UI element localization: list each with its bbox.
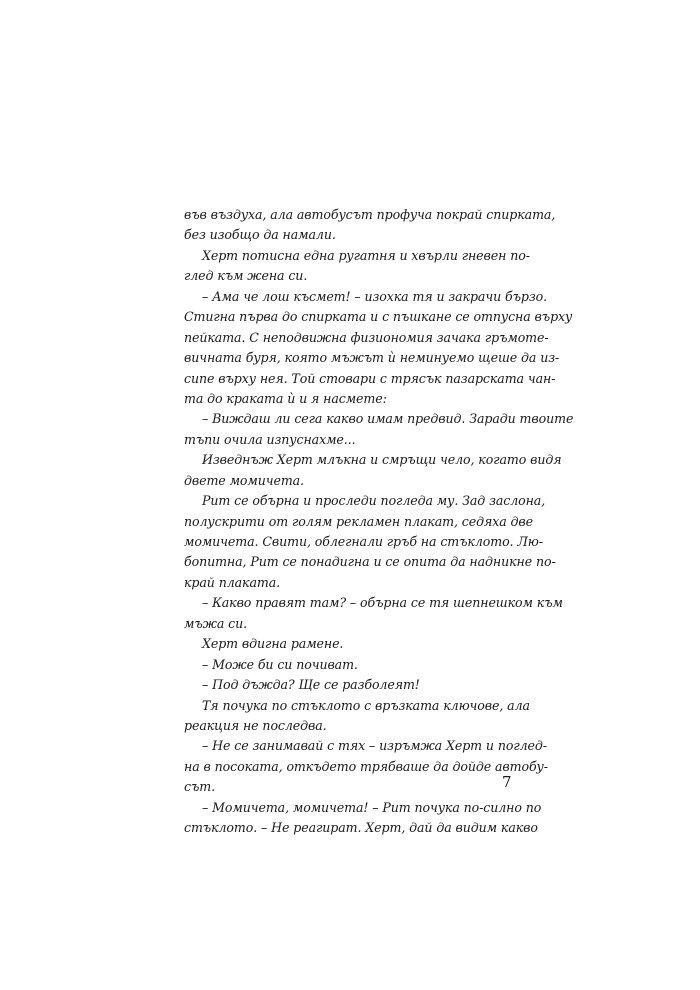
text-line: – Под дъжда? Ще се разболеят! (202, 677, 420, 693)
text-line: сът. (184, 779, 215, 795)
text-line: та до краката ѝ и я насмете: (184, 390, 387, 406)
text-line: без изобщо да намали. (184, 227, 336, 243)
body-text (184, 205, 574, 839)
text-line: момичета. Свити, облегнали гръб на стъклото. Лю- (184, 534, 543, 549)
text-line: пейката. С неподвижна физиономия зачака гръмоте- (184, 329, 549, 345)
text-line: двете момичета. (184, 472, 304, 488)
text-line: тъпи очила изпуснахме... (184, 431, 356, 447)
text-line: – Ама че лош късмет! – изохка тя и закрачи бързо. (202, 288, 547, 304)
text-line: сипе върху нея. Той стовари с трясък пазарската чан- (184, 370, 556, 386)
text-line: стъклото. – Не реагират. Херт, дай да видим какво (184, 820, 538, 836)
text-line: Рит се обърна и проследи погледа му. Зад заслона, (202, 493, 546, 509)
text-line: Херт вдигна рамене. (202, 636, 344, 652)
text-line: – Може би си почиват. (202, 656, 358, 672)
text-line: мъжа си. (184, 615, 248, 631)
text-line: край плаката. (184, 574, 281, 590)
text-line: полускрити от голям рекламен плакат, седяха две (184, 513, 533, 529)
text-line: във въздуха, ала автобусът профуча покрай спирката, (184, 207, 556, 222)
text-line: реакция не последва. (184, 717, 327, 733)
text-line: Херт потисна една ругатня и хвърли гневен по- (202, 247, 530, 263)
text-line: вичната буря, която мъжът ѝ неминуемо щеше да из- (184, 350, 560, 366)
text-line: на в посоката, откъдето трябваше да дойде автобу- (184, 758, 548, 774)
text-line: бопитна, Рит се понадигна и се опита да надникне по- (184, 554, 556, 570)
text-line: Тя почука по стъклото с връзката ключове, ала (202, 697, 530, 713)
page-number: 7 (502, 773, 512, 791)
text-line: – Виждаш ли сега какво имам предвид. Заради твоите (202, 411, 574, 427)
text-line: Стигна първа до спирката и с пъшкане се отпусна върху (184, 309, 573, 325)
text-line: – Какво правят там? – обърна се тя шепнешком към (202, 595, 563, 611)
text-line: Изведнъж Херт млъкна и смръщи чело, когато видя (202, 452, 562, 468)
text-line: – Момичета, момичета! – Рит почука по-силно по (202, 799, 542, 815)
text-line: – Не се занимавай с тях – изръмжа Херт и поглед- (202, 738, 547, 754)
text-line: глед към жена си. (184, 268, 308, 284)
